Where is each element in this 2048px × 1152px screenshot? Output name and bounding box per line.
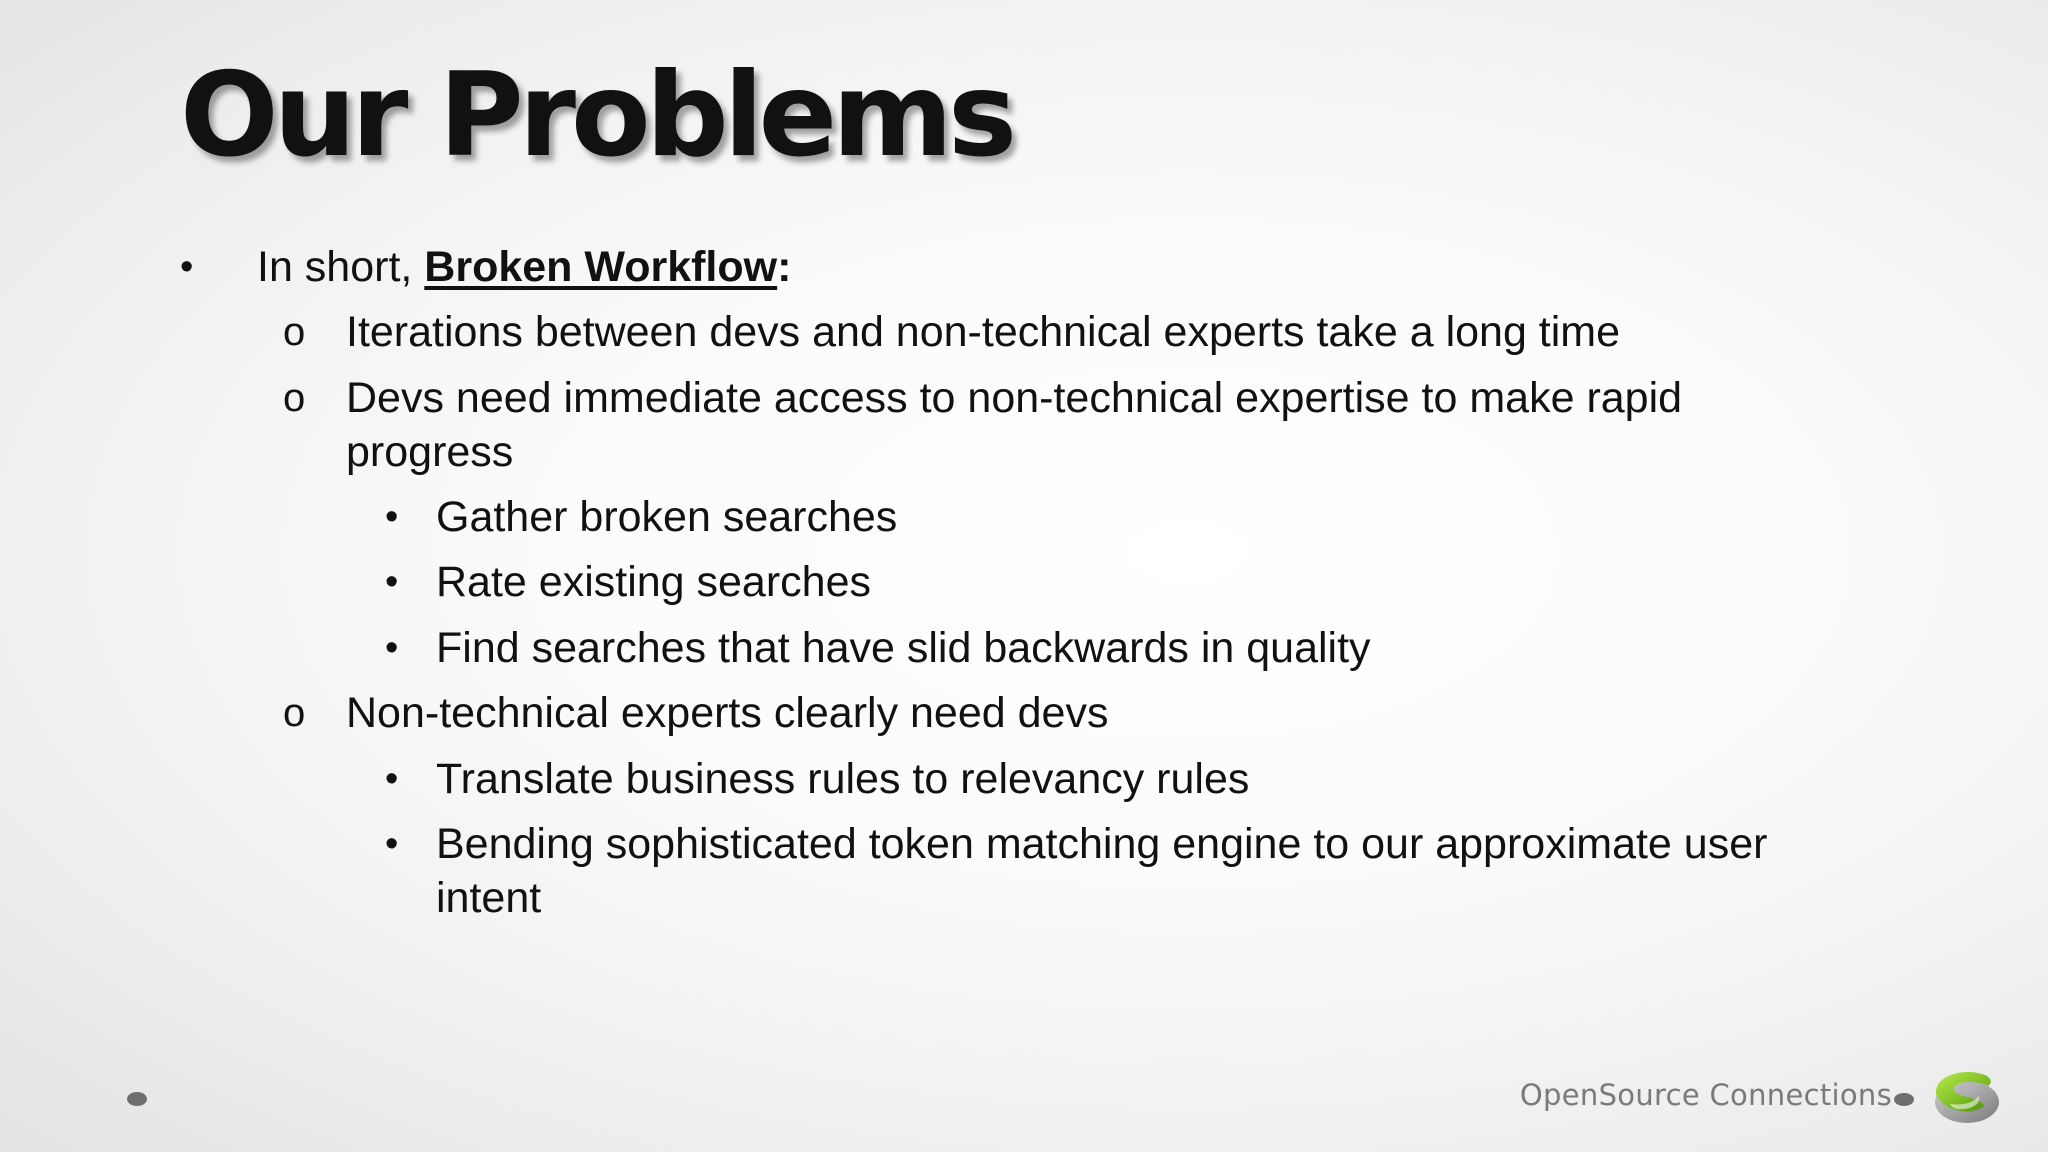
footer-dot-right [1894,1093,1914,1106]
subsubbullet-marker: • [385,823,399,865]
subsubbullet-text: Bending sophisticated token matching engine to our approximate user [436,820,1768,868]
bullet-text [257,240,791,294]
subsubbullet-text: Gather broken searches [436,493,898,541]
subbullet-marker: o [283,376,306,420]
subsubbullet-marker: • [385,496,399,538]
footer-brand: OpenSource Connections [1519,1078,1892,1112]
intro-prefix: In short, [257,243,425,291]
subbullet-text: Iterations between devs and non-technical experts take a long time [346,308,1621,356]
bullet-marker: • [180,246,194,288]
subsubbullet-marker: • [385,561,399,603]
opensource-connections-logo-icon [1926,1068,2002,1126]
intro-colon: : [777,243,792,291]
subbullet-text: Non-technical experts clearly need devs [346,689,1109,737]
subsubbullet-marker: • [385,627,399,669]
subsubbullet-text: Translate business rules to relevancy rules [436,755,1250,803]
subbullet-text-continued: progress [346,428,514,476]
subsubbullet-text: Find searches that have slid backwards in quality [436,624,1371,672]
subsubbullet-text: Rate existing searches [436,558,871,606]
subbullet-marker: o [283,310,306,354]
subsubbullet-text-continued: intent [436,874,542,922]
subsubbullet-marker: • [385,758,399,800]
subbullet-text: Devs need immediate access to non-technical expertise to make rapid [346,374,1683,422]
subbullet-marker: o [283,691,306,735]
broken-workflow-emphasis: Broken Workflow [424,243,778,291]
footer-dot-left [127,1092,147,1106]
slide-title: Our Problems [180,48,1013,183]
